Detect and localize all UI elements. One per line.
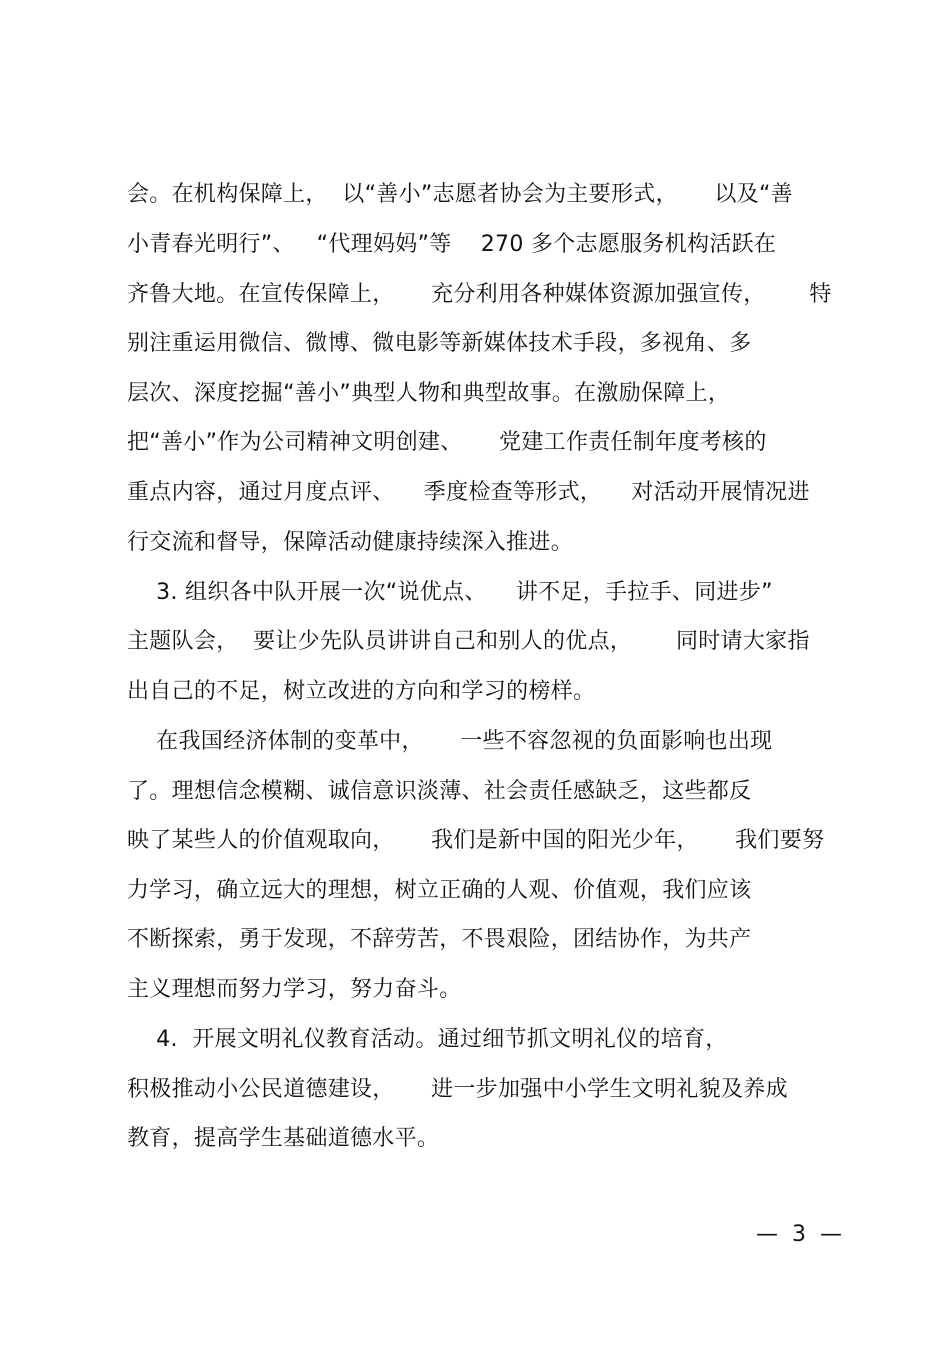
text-line: 出自己的不足，树立改进的方向和学习的榜样。 [127,679,596,704]
text-line: 了。理想信念模糊、诚信意识淡薄、社会责任感缺乏，这些都反 [127,779,752,804]
text-line: 在我国经济体制的变革中， 一些不容忽视的负面影响也出现 [127,729,773,754]
text-line: 层次、深度挖掘“善小”典型人物和典型故事。在激励保障上， [127,381,731,406]
text-line: 把“善小”作为公司精神文明创建、 党建工作责任制年度考核的 [127,430,767,455]
text-line: 齐鲁大地。在宣传保障上， 充分利用各种媒体资源加强宣传， 特 [127,282,832,307]
text-line: 教育，提高学生基础道德水平。 [127,1126,440,1151]
text-line: 小青春光明行”、 “代理妈妈”等 270 多个志愿服务机构活跃在 [127,232,777,257]
text-line: 力学习，确立远大的理想，树立正确的人观、价值观，我们应该 [127,878,752,903]
text-line: 行交流和督导，保障活动健康持续深入推进。 [127,530,574,555]
text-line: 3. 组织各中队开展一次“说优点、 讲不足，手拉手、同进步” [127,580,773,605]
text-line: 4. 开展文明礼仪教育活动。通过细节抓文明礼仪的培育， [127,1027,728,1052]
page-number: — 3 — [756,1222,842,1247]
text-line: 主义理想而努力学习，努力奋斗。 [127,977,462,1002]
text-line: 别注重运用微信、微博、微电影等新媒体技术手段，多视角、多 [127,331,752,356]
text-line: 主题队会， 要让少先队员讲讲自己和别人的优点， 同时请大家指 [127,629,810,654]
text-line: 重点内容，通过月度点评、 季度检查等形式， 对活动开展情况进 [127,480,810,505]
text-line: 映了某些人的价值观取向， 我们是新中国的阳光少年， 我们要努 [127,828,825,853]
text-line: 不断探索，勇于发现，不辞劳苦，不畏艰险，团结协作，为共产 [127,927,752,952]
text-line: 会。在机构保障上， 以“善小”志愿者协会为主要形式， 以及“善 [127,182,793,207]
text-line: 积极推动小公民道德建设， 进一步加强中小学生文明礼貌及养成 [127,1077,788,1102]
